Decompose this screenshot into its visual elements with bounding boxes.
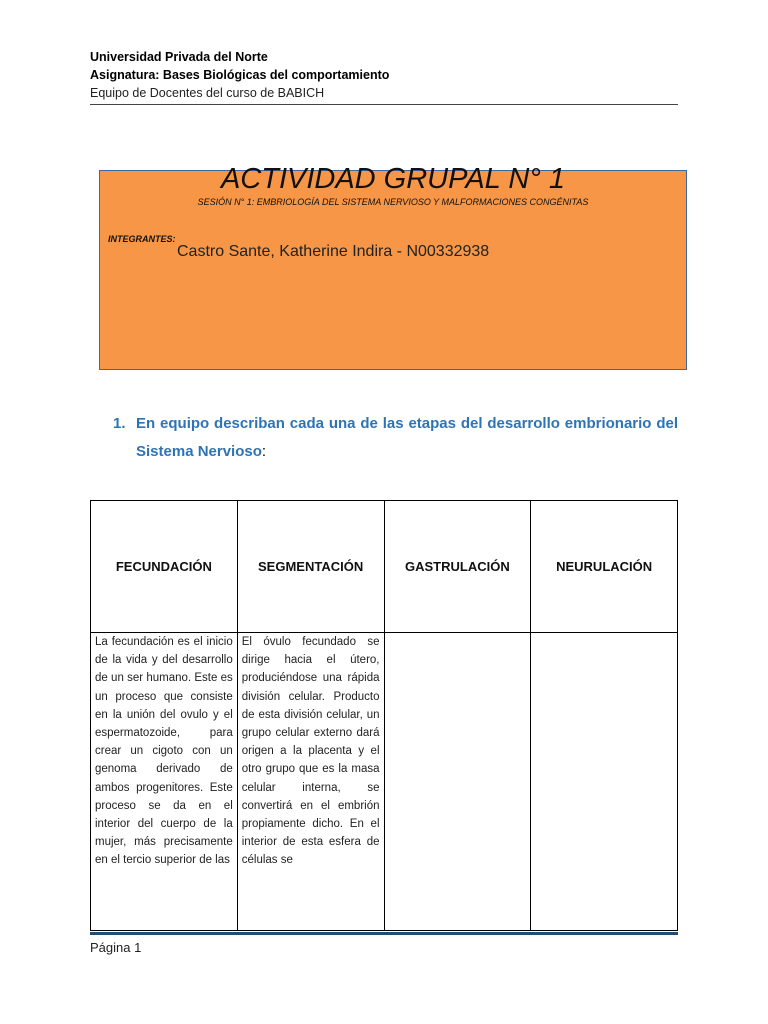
activity-title: ACTIVIDAD GRUPAL N° 1 — [220, 163, 566, 195]
stages-table — [90, 500, 678, 931]
header-segmentacion: SEGMENTACIÓN — [237, 501, 384, 633]
subject-name: Asignatura: Bases Biológicas del comportamiento — [90, 68, 390, 82]
question-colon: : — [261, 443, 267, 460]
cell-neurulacion — [531, 633, 678, 931]
page-number: Página 1 — [90, 940, 142, 955]
cell-fecundacion — [91, 633, 238, 931]
university-name: Universidad Privada del Norte — [90, 50, 268, 64]
members-label: INTEGRANTES: — [108, 234, 176, 244]
cell-fecundacion-text: La fecundación es el inicio de la vida y del desarrollo de un ser humano. Este es un proceso que consiste en la unión del ovulo y el espermatozoide, para crear un cigoto con un genoma derivado de ambos progenitores. Este proceso se da en el interior del cuerpo de la mujer, más precisamente en el tercio superior de las — [95, 636, 233, 867]
cell-segmentacion — [237, 633, 384, 931]
header-divider — [90, 104, 678, 105]
members-value: Castro Sante, Katherine Indira - N00332938 — [177, 243, 490, 260]
activity-banner — [99, 163, 687, 370]
header-fecundacion: FECUNDACIÓN — [91, 501, 238, 633]
question-number: 1. — [113, 415, 126, 432]
teaching-team: Equipo de Docentes del curso de BABICH — [90, 86, 325, 100]
session-subtitle: SESIÓN N° 1: EMBRIOLOGÍA DEL SISTEMA NERVIOSO Y MALFORMACIONES CONGÉNITAS — [197, 197, 589, 207]
table-header-row — [91, 501, 678, 633]
document-header — [90, 48, 678, 102]
table-row — [91, 633, 678, 931]
footer-divider — [90, 932, 678, 935]
header-gastrulacion: GASTRULACIÓN — [384, 501, 531, 633]
header-neurulacion: NEURULACIÓN — [531, 501, 678, 633]
question-text: En equipo describan cada una de las etapas del desarrollo embrionario del Sistema Nervioso — [136, 415, 678, 460]
cell-gastrulacion — [384, 633, 531, 931]
cell-segmentacion-text: El óvulo fecundado se dirige hacia el útero, produciéndose una rápida división celular. Producto de esta división celular, un grupo celular externo dará origen a la placenta y el otro grupo que es la masa celular interna, se convertirá en el embrión propiamente dicho. En el interior de esta esfera de células se — [241, 636, 380, 867]
question-text-block — [136, 410, 678, 466]
question-1 — [113, 410, 678, 466]
